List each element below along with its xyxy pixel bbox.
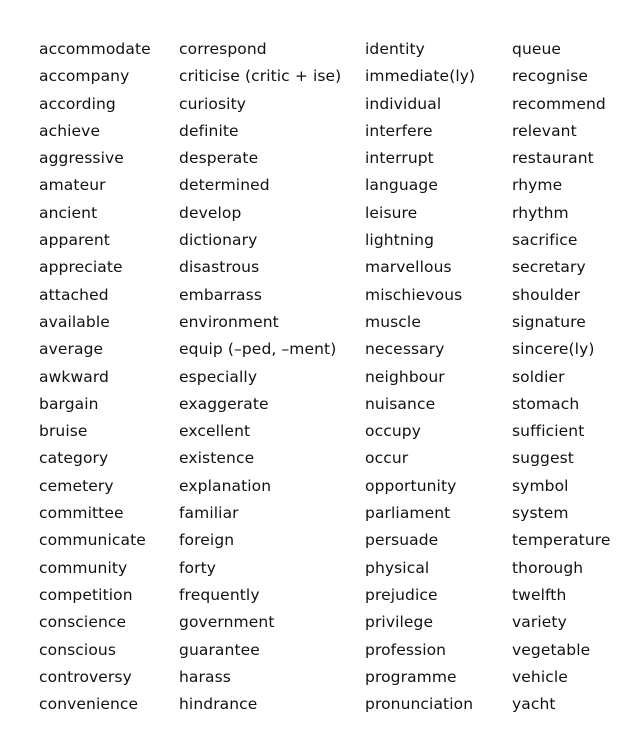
word-item: community [39, 558, 128, 577]
word-item: conscious [39, 640, 117, 659]
word-item: leisure [365, 203, 418, 222]
word-item: appreciate [39, 258, 123, 277]
word-item: symbol [512, 476, 569, 495]
word-item: signature [512, 312, 586, 331]
word-item: committee [39, 504, 124, 523]
word-item: existence [179, 449, 255, 468]
word-item: muscle [365, 312, 421, 331]
word-item: profession [365, 640, 447, 659]
word-item: sincere(ly) [512, 340, 595, 359]
word-item: stomach [512, 394, 580, 413]
word-item: programme [365, 667, 457, 686]
word-item: variety [512, 613, 567, 632]
word-item: accommodate [39, 40, 151, 58]
word-item: competition [39, 585, 133, 604]
word-item: nuisance [365, 394, 436, 413]
word-item: queue [512, 40, 562, 58]
word-item: opportunity [365, 476, 457, 495]
word-item: awkward [39, 367, 109, 386]
word-item: language [365, 176, 438, 195]
word-item: guarantee [179, 640, 260, 659]
word-item: harass [179, 667, 231, 686]
word-item: mischievous [365, 285, 463, 304]
word-item: vegetable [512, 640, 591, 659]
word-item: develop [179, 203, 242, 222]
word-item: occupy [365, 422, 421, 441]
word-item: soldier [512, 367, 565, 386]
word-item: immediate(ly) [365, 67, 476, 86]
word-column-1 [39, 36, 151, 718]
word-item: government [179, 613, 275, 632]
word-item: disastrous [179, 258, 260, 277]
word-item: forty [179, 558, 217, 577]
word-item: bargain [39, 394, 99, 413]
word-column-3 [365, 36, 475, 718]
word-item: frequently [179, 585, 260, 604]
word-item: achieve [39, 121, 101, 140]
word-item: correspond [179, 40, 267, 58]
word-item: embarrass [179, 285, 262, 304]
word-item: identity [365, 40, 425, 58]
word-item: determined [179, 176, 270, 195]
word-item: twelfth [512, 585, 567, 604]
word-item: category [39, 449, 109, 468]
word-item: communicate [39, 531, 146, 550]
word-item: curiosity [179, 94, 247, 113]
word-item: prejudice [365, 585, 438, 604]
word-item: convenience [39, 695, 139, 714]
word-item: excellent [179, 422, 251, 441]
word-item: foreign [179, 531, 235, 550]
word-item: bruise [39, 422, 88, 441]
word-item: rhyme [512, 176, 563, 195]
word-item: hindrance [179, 695, 258, 714]
word-item: yacht [512, 695, 556, 714]
word-item: system [512, 504, 569, 523]
word-item: definite [179, 121, 239, 140]
word-item: amateur [39, 176, 106, 195]
word-item: persuade [365, 531, 439, 550]
word-item: attached [39, 285, 109, 304]
word-item: available [39, 312, 110, 331]
word-item: suggest [512, 449, 574, 468]
word-item: secretary [512, 258, 586, 277]
word-item: exaggerate [179, 394, 269, 413]
word-column-4 [512, 36, 611, 718]
word-item: desperate [179, 149, 259, 168]
word-item: temperature [512, 531, 611, 550]
word-item: dictionary [179, 231, 258, 250]
word-item: controversy [39, 667, 132, 686]
word-item: aggressive [39, 149, 124, 168]
word-item: neighbour [365, 367, 445, 386]
word-item: ancient [39, 203, 98, 222]
word-item: lightning [365, 231, 435, 250]
word-item: according [39, 94, 116, 113]
word-item: interfere [365, 121, 433, 140]
word-item: familiar [179, 504, 239, 523]
word-item: criticise (critic + ise) [179, 67, 342, 86]
word-item: vehicle [512, 667, 568, 686]
word-item: rhythm [512, 203, 569, 222]
word-item: recommend [512, 94, 606, 113]
word-item: thorough [512, 558, 584, 577]
word-item: restaurant [512, 149, 594, 168]
word-item: explanation [179, 476, 272, 495]
word-item: sacrifice [512, 231, 578, 250]
word-item: recognise [512, 67, 589, 86]
word-item: individual [365, 94, 442, 113]
word-item: conscience [39, 613, 127, 632]
word-item: marvellous [365, 258, 452, 277]
word-item: cemetery [39, 476, 114, 495]
word-item: accompany [39, 67, 130, 86]
word-item: parliament [365, 504, 451, 523]
word-item: pronunciation [365, 695, 474, 714]
word-item: privilege [365, 613, 434, 632]
word-column-2 [179, 36, 341, 718]
word-item: relevant [512, 121, 577, 140]
word-item: environment [179, 312, 279, 331]
word-item: physical [365, 558, 430, 577]
word-item: sufficient [512, 422, 585, 441]
word-item: equip (–ped, –ment) [179, 340, 337, 359]
word-item: shoulder [512, 285, 581, 304]
word-item: occur [365, 449, 409, 468]
word-item: especially [179, 367, 258, 386]
word-item: apparent [39, 231, 110, 250]
word-item: necessary [365, 340, 445, 359]
word-item: average [39, 340, 104, 359]
word-item: interrupt [365, 149, 434, 168]
